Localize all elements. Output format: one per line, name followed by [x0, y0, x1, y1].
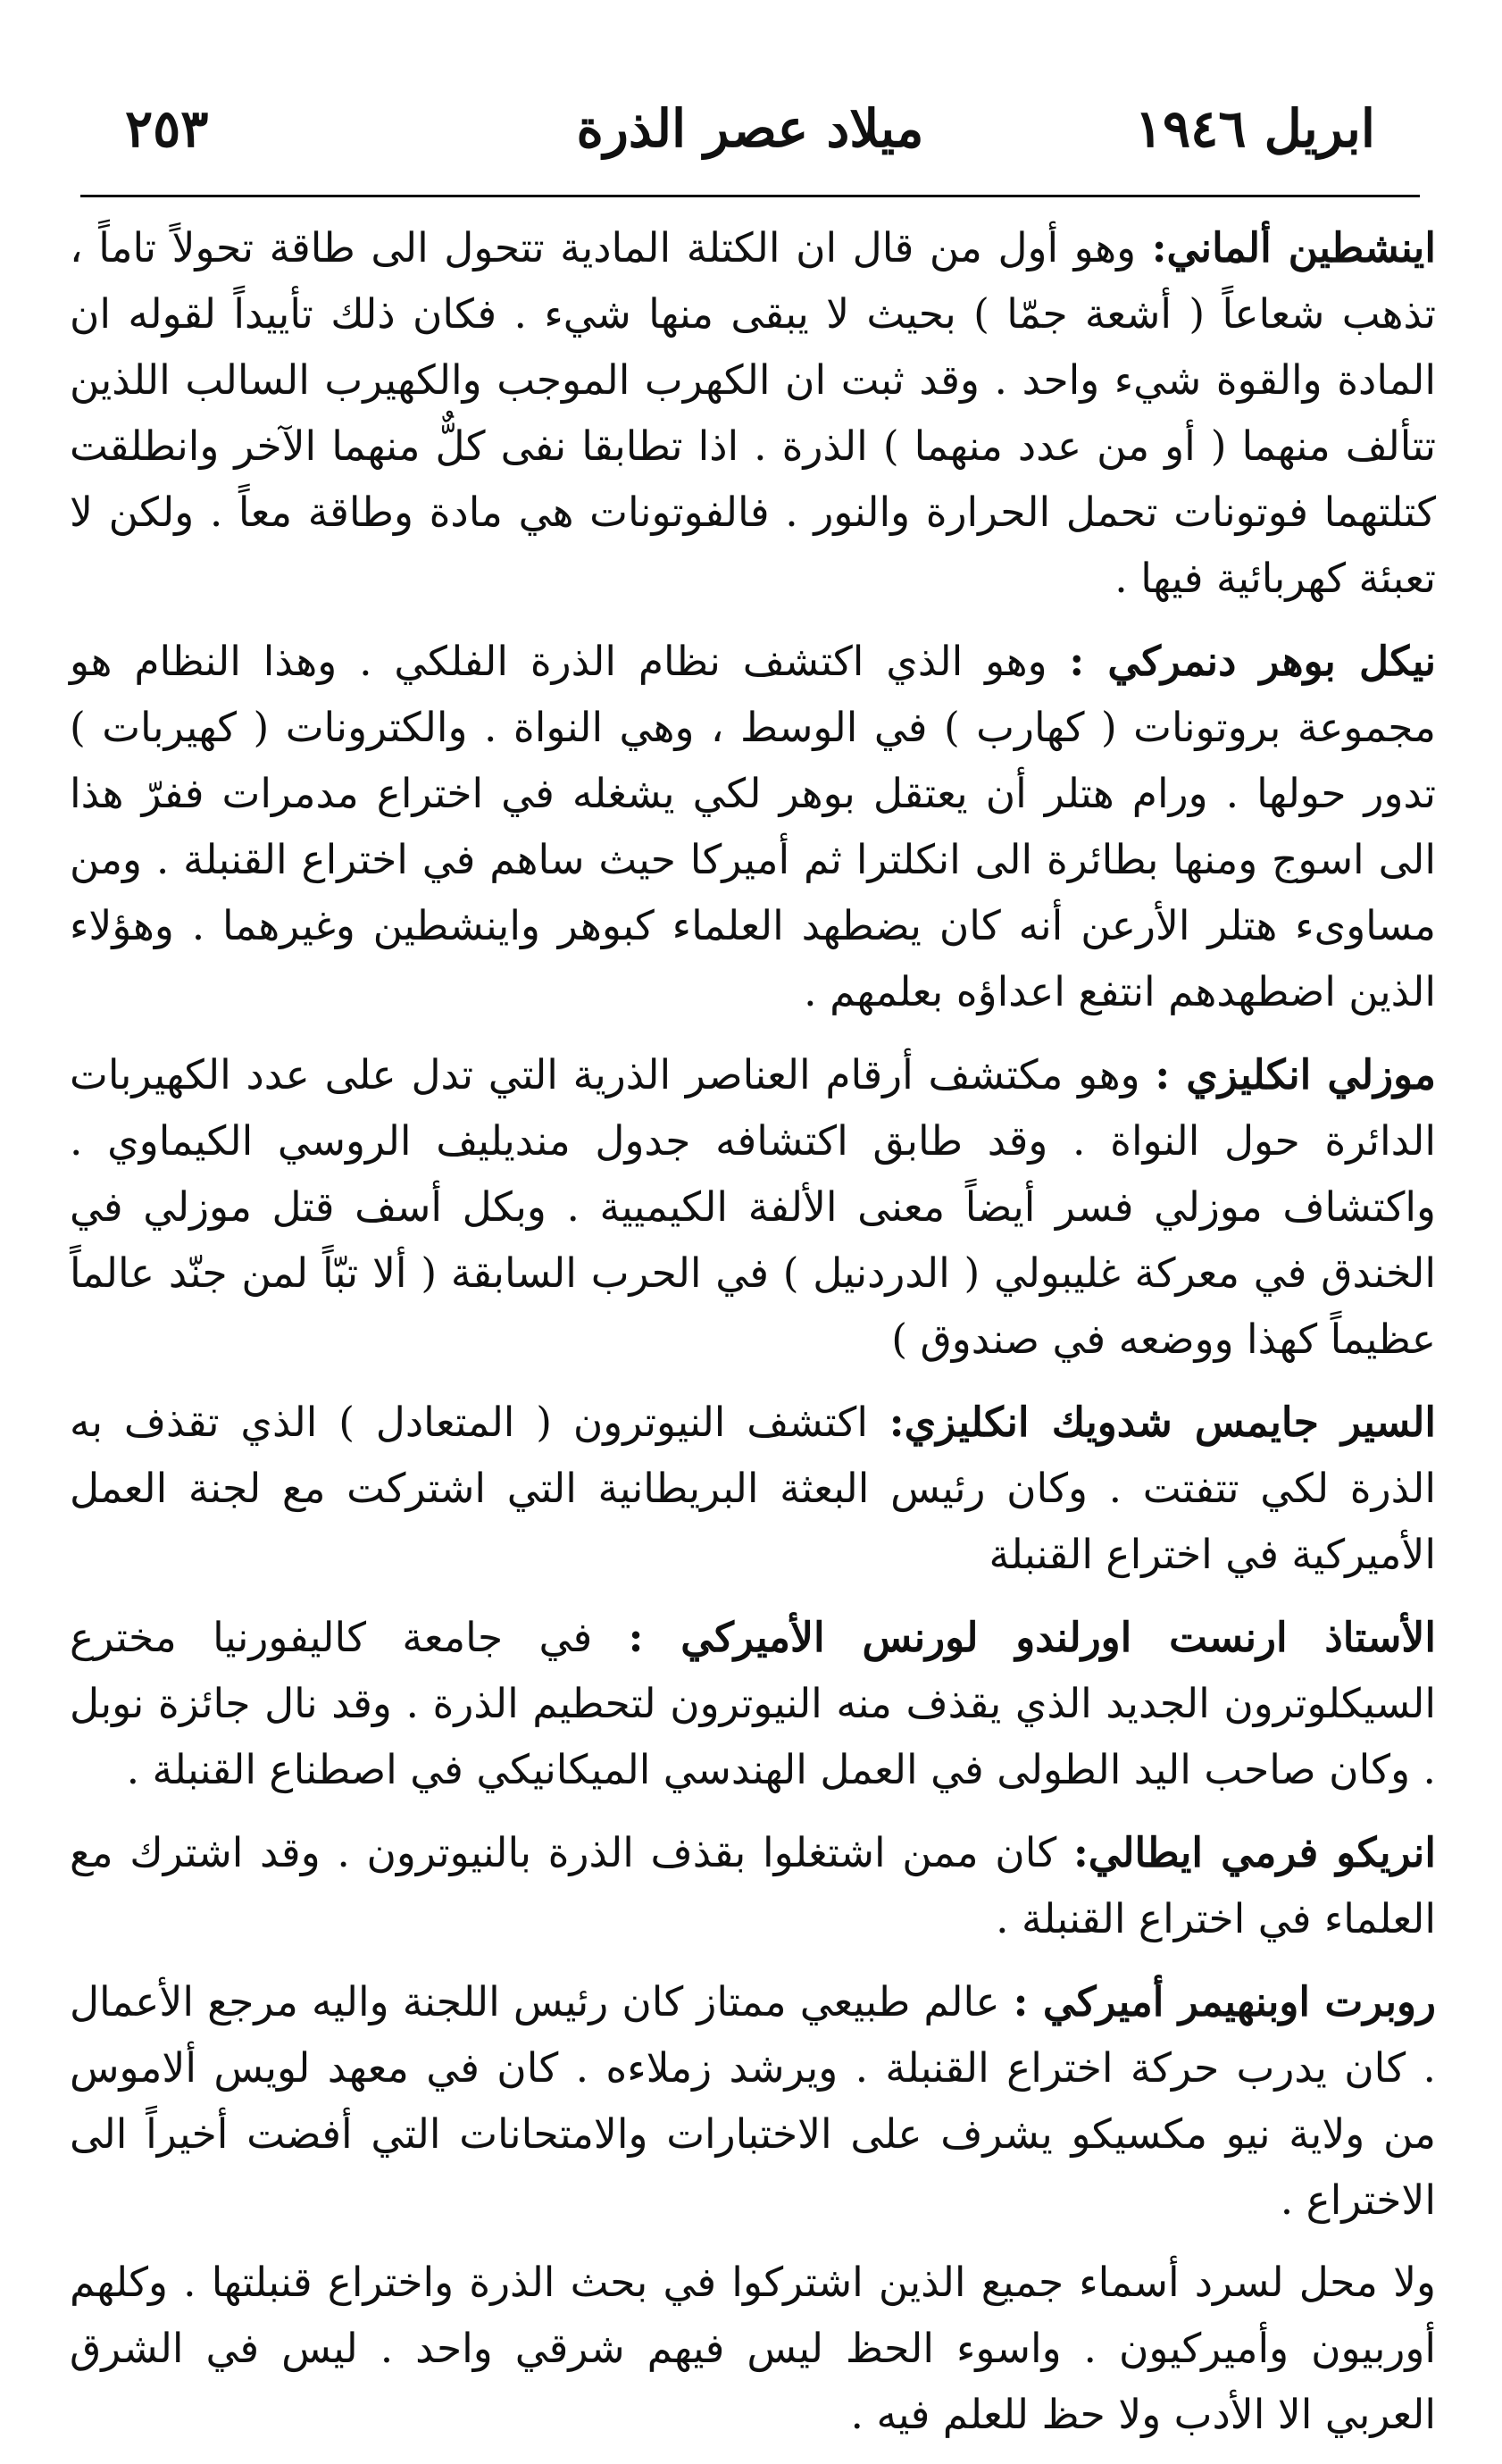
paragraph-text: اكتشف النيوترون ( المتعادل ) الذي تقذف به الذرة لكي تتفتت . وكان رئيس البعثة البريطانية التي اشتركت مع لجنة العمل الأميركية في اختراع القنبلة — [70, 1399, 1436, 1578]
header-title: ميلاد عصر الذرة — [576, 98, 924, 159]
page-number: ٢٥٣ — [125, 98, 209, 159]
scientist-name: نيكل بوهر دنمركي : — [1069, 637, 1436, 685]
paragraph-text: كان ممن اشتغلوا بقذف الذرة بالنيوترون . وقد اشترك مع العلماء في اختراع القنبلة . — [70, 1829, 1436, 1942]
paragraph-chadwick — [70, 1389, 1436, 1588]
scientist-name: انريكو فرمي ايطالي: — [1072, 1828, 1436, 1876]
page-header — [125, 98, 1375, 179]
paragraph-text: ولا محل لسرد أسماء جميع الذين اشتركوا في بحث الذرة واختراع قنبلتها . وكلهم أوربيون وأميركيون . واسوء الحظ ليس فيهم شرقي واحد . ليس في الشرق العربي الا الأدب ولا حظ للعلم فيه . — [70, 2259, 1436, 2438]
header-date: ابريل ١٩٤٦ — [1134, 98, 1375, 159]
paragraph-text: وهو أول من قال ان الكتلة المادية تتحول الى طاقة تحولاً تاماً ، تذهب شعاعاً ( أشعة جمّا ) بحيث لا يبقى منها شيء . فكان ذلك تأييداً لقوله ان المادة والقوة شيء واحد . وقد ثبت ان الكهرب الموجب والكهيرب السالب اللذين تتألف منهما ( أو من عدد منهما ) الذرة . اذا تطابقا نفى كلٌّ منهما الآخر وانطلقت كتلتهما فوتونات تحمل الحرارة والنور . فالفوتونات هي مادة وطاقة معاً . ولكن لا تعبئة كهربائية فيها . — [70, 224, 1436, 602]
scientist-name: السير جايمس شدويك انكليزي: — [889, 1398, 1436, 1446]
scientist-name: روبرت اوبنهيمر أميركي : — [1013, 1977, 1436, 2025]
paragraph-text: في جامعة كاليفورنيا مخترع السيكلوترون الجديد الذي يقذف منه النيوترون لتحطيم الذرة . وقد نال جائزة نوبل . وكان صاحب اليد الطولى في العمل الهندسي الميكانيكي في اصطناع القنبلة . — [70, 1614, 1436, 1793]
paragraph-text: وهو مكتشف أرقام العناصر الذرية التي تدل على عدد الكهيربات الدائرة حول النواة . وقد طابق اكتشافه جدول منديليف الروسي الكيماوي . واكتشاف موزلي فسر أيضاً معنى الألفة الكيميية . وبكل أسف قتل موزلي في الخندق في معركة غليبولي ( الدردنيل ) في الحرب السابقة ( ألا تبّاً لمن جنّد عالماً عظيماً كهذا ووضعه في صندوق ) — [70, 1051, 1436, 1363]
paragraph-text: وهو الذي اكتشف نظام الذرة الفلكي . وهذا النظام هو مجموعة بروتونات ( كهارب ) في الوسط ، وهي النواة . والكترونات ( كهيربات ) تدور حولها . ورام هتلر أن يعتقل بوهر لكي يشغله في اختراع مدمرات ففرّ هذا الى اسوج ومنها بطائرة الى انكلترا ثم أميركا حيث ساهم في اختراع القنبلة . ومن مساوىء هتلر الأرعن أنه كان يضطهد العلماء كبوهر واينشطين وغيرهما . وهؤلاء الذين اضطهدهم انتفع اعداؤه بعلمهم . — [70, 638, 1436, 1015]
scientist-name: اينشطين ألماني: — [1151, 223, 1436, 271]
paragraph-fermi — [70, 1819, 1436, 1952]
paragraph-oppenheimer — [70, 1968, 1436, 2234]
paragraph-moseley — [70, 1041, 1436, 1373]
paragraph-closing — [70, 2250, 1436, 2448]
paragraph-text: عالم طبيعي ممتاز كان رئيس اللجنة واليه مرجع الأعمال . كان يدرب حركة اختراع القنبلة . ويرشد زملاءه . كان في معهد لويس ألاموس من ولاية نيو مكسيكو يشرف على الاختبارات والامتحانات التي أفضت أخيراً الى الاختراع . — [70, 1978, 1436, 2224]
paragraph-einstein — [70, 214, 1436, 612]
page-body — [70, 214, 1436, 2464]
scientist-name: موزلي انكليزي : — [1155, 1050, 1436, 1098]
paragraph-bohr — [70, 628, 1436, 1025]
paragraph-lawrence — [70, 1604, 1436, 1803]
scientist-name: الأستاذ ارنست اورلندو لورنس الأميركي : — [628, 1613, 1436, 1661]
header-rule — [80, 195, 1420, 197]
